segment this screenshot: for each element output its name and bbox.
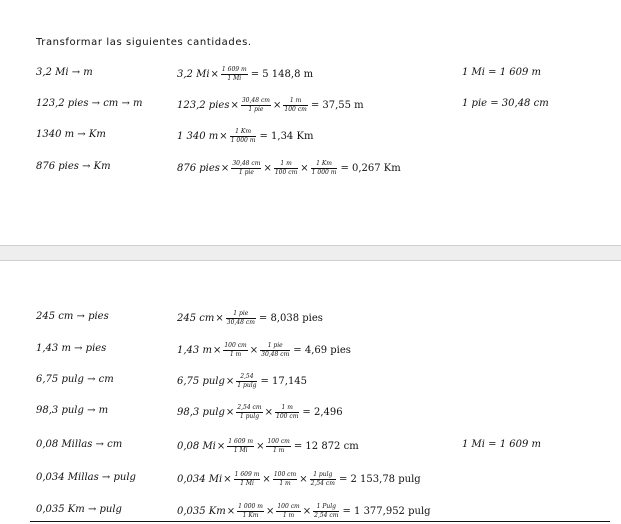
times-sign: × <box>225 375 235 387</box>
conversion-factor <box>231 160 261 177</box>
conversion-factor <box>234 471 261 488</box>
conversion-factor <box>227 438 254 455</box>
conversion-factor <box>236 404 262 421</box>
start-value: 0,08 Mi <box>177 440 216 452</box>
bottom-rule <box>30 521 610 522</box>
conversion-factor <box>237 503 264 520</box>
factor-numerator: 1 Pulg <box>316 502 336 510</box>
conversion-expression <box>177 92 364 118</box>
conversion-row <box>0 61 621 87</box>
equivalence-note: 1 Mi = 1 609 m <box>462 439 542 450</box>
exercise-title: Transformar las siguientes cantidades. <box>36 37 252 48</box>
conversion-factor <box>311 160 338 177</box>
conversion-label: 1,43 m → pies <box>36 343 107 354</box>
factor-numerator: 100 cm <box>224 341 247 349</box>
conversion-result: = 1 377,952 pulg <box>342 505 431 517</box>
start-value: 0,035 Km <box>177 505 226 517</box>
factor-numerator: 1 609 m <box>228 437 254 445</box>
conversion-row <box>0 155 621 181</box>
conversion-label: 245 cm → pies <box>36 311 109 322</box>
page-gap <box>0 245 621 261</box>
conversion-result: = 37,55 m <box>310 99 364 111</box>
conversion-row <box>0 92 621 118</box>
conversion-row <box>0 466 621 492</box>
times-sign: × <box>273 99 282 111</box>
conversion-expression <box>177 61 313 87</box>
conversion-expression <box>177 337 351 363</box>
conversion-result: = 5 148,8 m <box>250 68 314 80</box>
factor-numerator: 1 000 m <box>238 502 263 510</box>
conversion-result: = 1,34 Km <box>259 130 314 142</box>
factor-numerator: 100 cm <box>277 502 300 510</box>
factor-numerator: 1 pie <box>233 309 249 317</box>
conversion-label: 6,75 pulg → cm <box>36 374 114 385</box>
conversion-result: = 2,496 <box>302 406 343 418</box>
equivalence-note: 1 pie = 30,48 cm <box>462 98 549 109</box>
conversion-result: = 8,038 pies <box>258 312 323 324</box>
conversion-row <box>0 123 621 149</box>
factor-denominator: 2,54 cm <box>310 479 335 487</box>
conversion-factor <box>223 342 247 359</box>
factor-numerator: 1 Km <box>235 127 252 135</box>
times-sign: × <box>220 162 230 174</box>
factor-denominator: 1 pie <box>248 105 264 113</box>
times-sign: × <box>226 505 236 517</box>
factor-denominator: 1 pulg <box>239 412 260 420</box>
times-sign: × <box>210 68 219 80</box>
factor-denominator: 1 000 m <box>230 136 256 144</box>
conversion-factor <box>241 97 271 114</box>
factor-denominator: 1 m <box>279 479 291 487</box>
conversion-row <box>0 433 621 459</box>
factor-denominator: 100 cm <box>284 105 307 113</box>
factor-numerator: 1 m <box>289 96 302 104</box>
conversion-label: 3,2 Mi → m <box>36 67 93 78</box>
conversion-result: = 12 872 cm <box>293 440 359 452</box>
conversion-expression <box>177 433 359 459</box>
factor-denominator: 100 cm <box>274 168 298 176</box>
start-value: 0,034 Mi <box>177 473 223 485</box>
times-sign: × <box>300 162 309 174</box>
times-sign: × <box>249 344 259 356</box>
factor-denominator: 30,48 cm <box>226 318 255 326</box>
conversion-row <box>0 337 621 363</box>
times-sign: × <box>262 473 271 485</box>
conversion-label: 1340 m → Km <box>36 129 106 140</box>
start-value: 123,2 pies <box>177 99 230 111</box>
factor-denominator: 1 pie <box>238 168 254 176</box>
conversion-factor <box>276 503 300 520</box>
conversion-expression <box>177 399 343 425</box>
factor-numerator: 2,54 <box>240 372 254 380</box>
factor-denominator: 1 Mi <box>240 479 254 487</box>
factor-denominator: 1 Km <box>242 511 259 519</box>
start-value: 3,2 Mi <box>177 68 210 80</box>
factor-numerator: 1 m <box>281 403 293 411</box>
times-sign: × <box>223 473 232 485</box>
equivalence-note: 1 Mi = 1 609 m <box>462 67 542 78</box>
times-sign: × <box>264 406 273 418</box>
factor-numerator: 1 609 m <box>221 65 247 73</box>
factor-numerator: 30,48 cm <box>241 96 270 104</box>
times-sign: × <box>225 406 235 418</box>
conversion-factor <box>273 471 297 488</box>
conversion-label: 123,2 pies → cm → m <box>36 98 143 109</box>
times-sign: × <box>256 440 265 452</box>
conversion-label: 876 pies → Km <box>36 161 111 172</box>
conversion-row <box>0 399 621 425</box>
conversion-factor <box>226 310 256 327</box>
factor-denominator: 1 m <box>229 350 242 358</box>
conversion-result: = 0,267 Km <box>340 162 401 174</box>
factor-numerator: 30,48 cm <box>232 159 261 167</box>
conversion-factor <box>274 160 298 177</box>
times-sign: × <box>215 312 224 324</box>
factor-denominator: 100 cm <box>276 412 299 420</box>
factor-numerator: 1 Km <box>316 159 332 167</box>
start-value: 876 pies <box>177 162 220 174</box>
factor-denominator: 1 m <box>282 511 295 519</box>
factor-denominator: 1 000 m <box>311 168 337 176</box>
conversion-label: 0,035 Km → pulg <box>36 504 122 515</box>
factor-numerator: 100 cm <box>267 437 290 445</box>
factor-numerator: 2,54 cm <box>237 403 262 411</box>
conversion-factor <box>230 128 257 145</box>
times-sign: × <box>216 440 226 452</box>
factor-numerator: 100 cm <box>273 470 297 478</box>
conversion-label: 98,3 pulg → m <box>36 405 109 416</box>
conversion-expression <box>177 305 323 331</box>
conversion-expression <box>177 123 313 149</box>
conversion-result: = 2 153,78 pulg <box>338 473 421 485</box>
factor-denominator: 1 pulg <box>237 381 257 389</box>
conversion-row <box>0 368 621 394</box>
conversion-result: = 17,145 <box>260 375 308 387</box>
start-value: 6,75 pulg <box>177 375 225 387</box>
conversion-label: 0,034 Millas → pulg <box>36 472 136 483</box>
conversion-factor <box>266 438 290 455</box>
conversion-expression <box>177 368 307 394</box>
start-value: 1,43 m <box>177 344 212 356</box>
conversion-result: = 4,69 pies <box>293 344 351 356</box>
times-sign: × <box>263 162 272 174</box>
times-sign: × <box>212 344 222 356</box>
conversion-row <box>0 305 621 331</box>
times-sign: × <box>219 130 228 142</box>
times-sign: × <box>230 99 239 111</box>
conversion-factor <box>236 373 257 390</box>
start-value: 1 340 m <box>177 130 219 142</box>
factor-numerator: 1 m <box>280 159 292 167</box>
factor-numerator: 1 609 m <box>234 470 260 478</box>
times-sign: × <box>299 473 308 485</box>
conversion-expression <box>177 155 401 181</box>
times-sign: × <box>265 505 275 517</box>
factor-denominator: 2,54 cm <box>314 511 339 519</box>
factor-numerator: 1 pie <box>267 341 283 349</box>
conversion-factor <box>275 404 299 421</box>
start-value: 245 cm <box>177 312 215 324</box>
factor-denominator: 30,48 cm <box>261 350 290 358</box>
conversion-label: 0,08 Millas → cm <box>36 439 123 450</box>
conversion-factor <box>221 66 248 83</box>
conversion-factor <box>260 342 290 359</box>
start-value: 98,3 pulg <box>177 406 225 418</box>
conversion-factor <box>310 471 336 488</box>
factor-numerator: 1 pulg <box>313 470 333 478</box>
factor-denominator: 1 Mi <box>227 74 242 82</box>
factor-denominator: 1 Mi <box>233 446 248 454</box>
factor-denominator: 1 m <box>272 446 285 454</box>
conversion-expression <box>177 466 421 492</box>
times-sign: × <box>302 505 312 517</box>
conversion-factor <box>283 97 307 114</box>
conversion-factor <box>313 503 339 520</box>
